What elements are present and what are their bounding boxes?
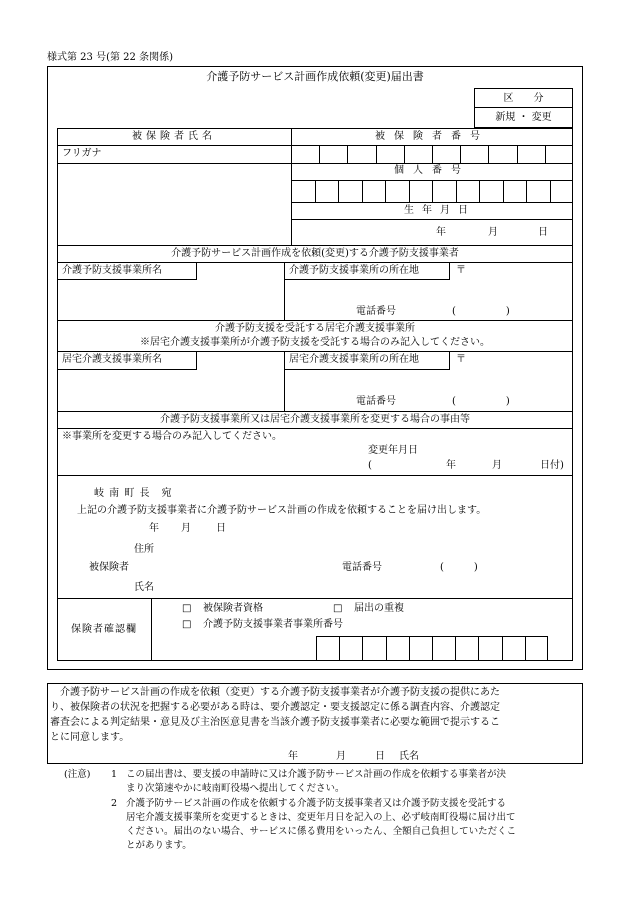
individual-number-cell-divider (432, 180, 433, 202)
request-phone-field[interactable]: ( ) (452, 306, 510, 317)
insured-number-cell-divider (376, 145, 377, 163)
individual-number-cell-divider (409, 180, 410, 202)
request-office-address-label: 介護予防支援事業所の所在地 (289, 265, 419, 276)
individual-number-cell-divider (456, 180, 457, 202)
individual-number-header: 個人番号 (394, 165, 470, 176)
notes-label: (注意) (64, 769, 91, 780)
change-date-year: 年 (446, 460, 456, 471)
insured-qualification-label: 被保険者資格 (203, 603, 263, 614)
insured-name-field[interactable] (57, 163, 291, 245)
individual-number-cell-divider (338, 180, 339, 202)
consent-year: 年 (288, 751, 298, 762)
individual-number-cell-divider (526, 180, 527, 202)
office-number-cell-divider (478, 636, 479, 661)
note-2-line-3: ください。届出のない場合、サービスに係る費用をいったん、全額自己負担していただくこ (126, 826, 517, 837)
office-number-cell-divider (362, 636, 363, 661)
request-section-header: 介護予防サービス計画作成を依頼(変更)する介護予防支援事業者 (171, 248, 459, 259)
insured-number-cell-divider (432, 145, 433, 163)
change-section-header: 介護予防支援事業所又は居宅介護支援事業所を変更する場合の事由等 (160, 414, 470, 425)
consent-name-label: 氏名 (399, 751, 419, 762)
category-value[interactable]: 新規 ・ 変更 (495, 112, 552, 123)
change-date-month: 月 (492, 460, 502, 471)
consent-month: 月 (336, 751, 346, 762)
office-number-cell-divider (409, 636, 410, 661)
form-number: 様式第 23 号(第 22 条関係) (47, 52, 173, 63)
declaration-day: 日 (216, 523, 226, 534)
consent-line-1: 介護予防サービス計画の作成を依頼（変更）する介護予防支援事業者が介護予防支援の提供にあた (60, 687, 500, 698)
insured-number-cell-divider (488, 145, 489, 163)
consign-postal-mark: 〒 (456, 354, 466, 365)
individual-number-cell-divider (550, 180, 551, 202)
confirmation-header: 保険者確認欄 (71, 624, 137, 635)
consent-line-3: 審査会による判定結果・意見及び主治医意見書を当該介護予防支援事業者に必要な範囲で提示するこ (50, 717, 500, 728)
category-label: 区 分 (503, 93, 544, 104)
office-number-cell-divider (525, 636, 526, 661)
note-2-line-4: とがあります。 (126, 840, 192, 851)
individual-number-cell-divider (315, 180, 316, 202)
insured-name-header: 被保険者氏名 (132, 131, 216, 142)
consign-section-note: ※居宅介護支援事業所が介護予防支援を受託する場合のみ記入してください。 (140, 337, 490, 348)
office-number-cell-divider (386, 636, 387, 661)
individual-number-cell-divider (503, 180, 504, 202)
address-label: 住所 (134, 544, 154, 555)
birthdate-day: 日 (538, 227, 548, 238)
office-number-cell-divider (455, 636, 456, 661)
note-2-number: 2 (111, 798, 118, 809)
insured-number-cell-divider (517, 145, 518, 163)
declaration-month: 月 (181, 523, 191, 534)
declaration-phone-field[interactable]: ( ) (440, 562, 478, 573)
checkbox-insured-qualification[interactable]: □ (182, 603, 192, 614)
note-2-line-2: 居宅介護支援事業所を変更するときは、変更年月日を記入の上、必ず岐南町役場に届け出て (126, 812, 516, 823)
change-section-note: ※事業所を変更する場合のみ記入してください。 (62, 431, 282, 442)
consign-phone-label: 電話番号 (356, 396, 396, 407)
insured-number-cell-divider (319, 145, 320, 163)
insured-number-cell-divider (460, 145, 461, 163)
office-number-label: 介護予防支援事業者事業所番号 (203, 619, 343, 630)
office-number-cell-divider (502, 636, 503, 661)
consign-office-address-label: 居宅介護支援事業所の所在地 (289, 354, 419, 365)
form-title: 介護予防サービス計画作成依頼(変更)届出書 (206, 70, 424, 83)
consign-phone-field[interactable]: ( ) (452, 396, 510, 407)
consign-section-header: 介護予防支援を受託する居宅介護支援事業所 (215, 323, 415, 334)
change-date-label: 変更年月日 (368, 445, 418, 456)
duplicate-filing-label: 届出の重複 (354, 603, 404, 614)
individual-number-cell-divider (362, 180, 363, 202)
consent-signature-line[interactable] (215, 763, 470, 764)
insured-number-header: 被保険者番号 (375, 131, 489, 142)
request-phone-label: 電話番号 (356, 306, 396, 317)
addressee: 岐 南 町 長 宛 (94, 488, 173, 499)
furigana-label: フリガナ (62, 148, 102, 159)
checkbox-duplicate-filing[interactable]: □ (333, 603, 343, 614)
consent-day: 日 (375, 751, 385, 762)
note-1-line-2: まり次第速やかに岐南町役場へ提出してください。 (126, 783, 345, 794)
change-date-open: ( (368, 460, 372, 471)
request-postal-mark: 〒 (456, 265, 466, 276)
office-number-cell-divider (339, 636, 340, 661)
name-label: 氏名 (134, 582, 154, 593)
consent-line-2: り、被保険者の状況を把握する必要がある時は、要介護認定・要支援認定に係る調査内容、介護認定 (50, 702, 500, 713)
individual-number-cell-divider (479, 180, 480, 202)
request-office-name-label: 介護予防支援事業所名 (62, 265, 162, 276)
note-1-line-1: この届出書は、要支援の申請時に又は介護予防サービス計画の作成を依頼する事業者が決 (126, 769, 507, 780)
note-2-line-1: 介護予防サービス計画の作成を依頼する介護予防支援事業者又は介護予防支援を受託する (126, 798, 507, 809)
checkbox-office-number[interactable]: □ (182, 619, 192, 630)
individual-number-cell-divider (385, 180, 386, 202)
declaration-year: 年 (149, 523, 159, 534)
declaration-statement: 上記の介護予防支援事業者に介護予防サービス計画の作成を依頼することを届け出します。 (77, 505, 487, 516)
consent-line-4: とに同意します。 (50, 732, 130, 743)
note-1-number: 1 (111, 769, 118, 780)
insured-number-cell-divider (545, 145, 546, 163)
insured-number-cell-divider (347, 145, 348, 163)
birthdate-month: 月 (488, 227, 498, 238)
insured-label: 被保険者 (89, 562, 129, 573)
change-date-day: 日付) (540, 460, 564, 471)
office-number-cell-divider (432, 636, 433, 661)
birthdate-header: 生年月日 (404, 205, 476, 216)
birthdate-year: 年 (436, 227, 446, 238)
consign-office-name-label: 居宅介護支援事業所名 (62, 354, 162, 365)
insured-number-cell-divider (404, 145, 405, 163)
declaration-phone-label: 電話番号 (342, 562, 382, 573)
